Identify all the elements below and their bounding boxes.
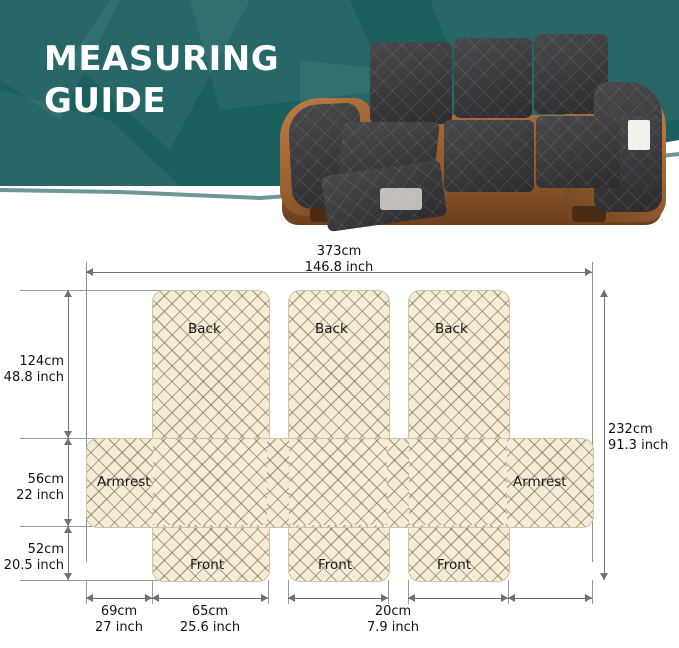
arrow-right-top — [585, 268, 592, 276]
dimension-right-height-imperial: 91.3 inch — [608, 438, 669, 453]
guideline-bottom — [20, 580, 170, 581]
dimension-right-height — [608, 422, 678, 454]
arrow-down-back — [64, 431, 72, 438]
page-title-line1: MEASURING — [44, 39, 280, 79]
dimension-bottom-gap-width-imperial: 7.9 inch — [366, 620, 420, 635]
arrow-down-right — [600, 573, 608, 580]
dimension-bottom-gap-width-metric: 20cm — [374, 604, 412, 619]
label-back-right: Back — [435, 321, 468, 337]
dimension-line-back-height — [68, 290, 69, 438]
dimension-bottom-seat-width-metric: 65cm — [191, 604, 229, 619]
measuring-diagram — [0, 232, 679, 648]
dimension-top-width — [279, 244, 399, 276]
arrow-left-seat-width — [152, 594, 159, 602]
guideline-top — [20, 290, 170, 291]
dimension-bottom-armrest-width-metric: 69cm — [100, 604, 138, 619]
dimension-top-width-imperial: 146.8 inch — [304, 260, 374, 275]
dimension-left-front-height-imperial: 20.5 inch — [3, 558, 64, 573]
dimension-top-width-metric: 373cm — [316, 244, 362, 259]
dimension-line-right-armrest — [508, 598, 592, 599]
label-front-center: Front — [318, 557, 353, 573]
page-title-line2: GUIDE — [44, 81, 167, 121]
cover-back-left — [370, 42, 452, 124]
dimension-line-center-seat — [288, 598, 388, 599]
dimension-line-armrest-height — [68, 438, 69, 526]
arrow-up-armrest — [64, 438, 72, 445]
dimension-bottom-seat-width-imperial: 25.6 inch — [179, 620, 241, 635]
arrow-down-front — [64, 573, 72, 580]
cover-panel-joint-left — [153, 439, 267, 525]
dimension-bottom-seat-width — [170, 604, 250, 636]
label-front-right: Front — [437, 557, 472, 573]
dimension-line-armrest-width — [86, 598, 152, 599]
arrow-left-center-seat — [288, 594, 295, 602]
dimension-line-right-seat — [408, 598, 508, 599]
dimension-line-seat-width — [152, 598, 268, 599]
arrow-left-armrest-width — [86, 594, 93, 602]
dimension-bottom-armrest-width-imperial: 27 inch — [95, 620, 143, 635]
arrow-up-front — [64, 526, 72, 533]
dimension-bottom-armrest-width — [79, 604, 159, 636]
dimension-left-armrest-height — [0, 472, 64, 504]
arrow-right-right-seat — [501, 594, 508, 602]
label-back-center: Back — [315, 321, 348, 337]
arrow-left-right-armrest — [508, 594, 515, 602]
dimension-left-front-height — [0, 542, 64, 574]
label-front-left: Front — [190, 557, 225, 573]
dimension-line-front-height — [68, 526, 69, 580]
cover-seat-right — [536, 116, 620, 188]
dimension-left-back-height — [0, 354, 64, 386]
product-tag — [628, 120, 650, 150]
dimension-bottom-gap-width — [348, 604, 438, 636]
arrow-down-armrest — [64, 519, 72, 526]
dimension-left-armrest-height-metric: 56cm — [27, 472, 64, 487]
arrow-right-right-armrest — [585, 594, 592, 602]
arrow-right-center-seat — [381, 594, 388, 602]
dimension-left-back-height-imperial: 48.8 inch — [3, 370, 64, 385]
cover-seat-center — [444, 120, 534, 192]
arrow-left-top — [86, 268, 93, 276]
arrow-up-right — [600, 290, 608, 297]
sofa-product-photo — [272, 20, 672, 230]
dimension-left-back-height-metric: 124cm — [19, 354, 64, 369]
dimension-line-right — [604, 290, 605, 580]
arrow-up-back — [64, 290, 72, 297]
cover-panel-joint-right — [409, 439, 507, 525]
arrow-right-seat-width — [261, 594, 268, 602]
header-banner — [0, 0, 679, 232]
bottom-tick-8 — [592, 580, 593, 604]
bottom-tick-5 — [388, 580, 389, 604]
label-armrest-right: Armrest — [513, 474, 567, 490]
recliner-mechanism — [380, 188, 422, 210]
cover-back-center — [454, 38, 532, 118]
dimension-left-armrest-height-imperial: 22 inch — [16, 488, 64, 503]
label-back-left: Back — [188, 321, 221, 337]
label-armrest-left: Armrest — [97, 474, 151, 490]
arrow-right-armrest-width — [145, 594, 152, 602]
bottom-tick-3 — [268, 580, 269, 604]
dimension-left-front-height-metric: 52cm — [27, 542, 64, 557]
cover-panel-joint-center — [289, 439, 387, 525]
arrow-left-right-seat — [408, 594, 415, 602]
dimension-right-height-metric: 232cm — [608, 422, 653, 437]
